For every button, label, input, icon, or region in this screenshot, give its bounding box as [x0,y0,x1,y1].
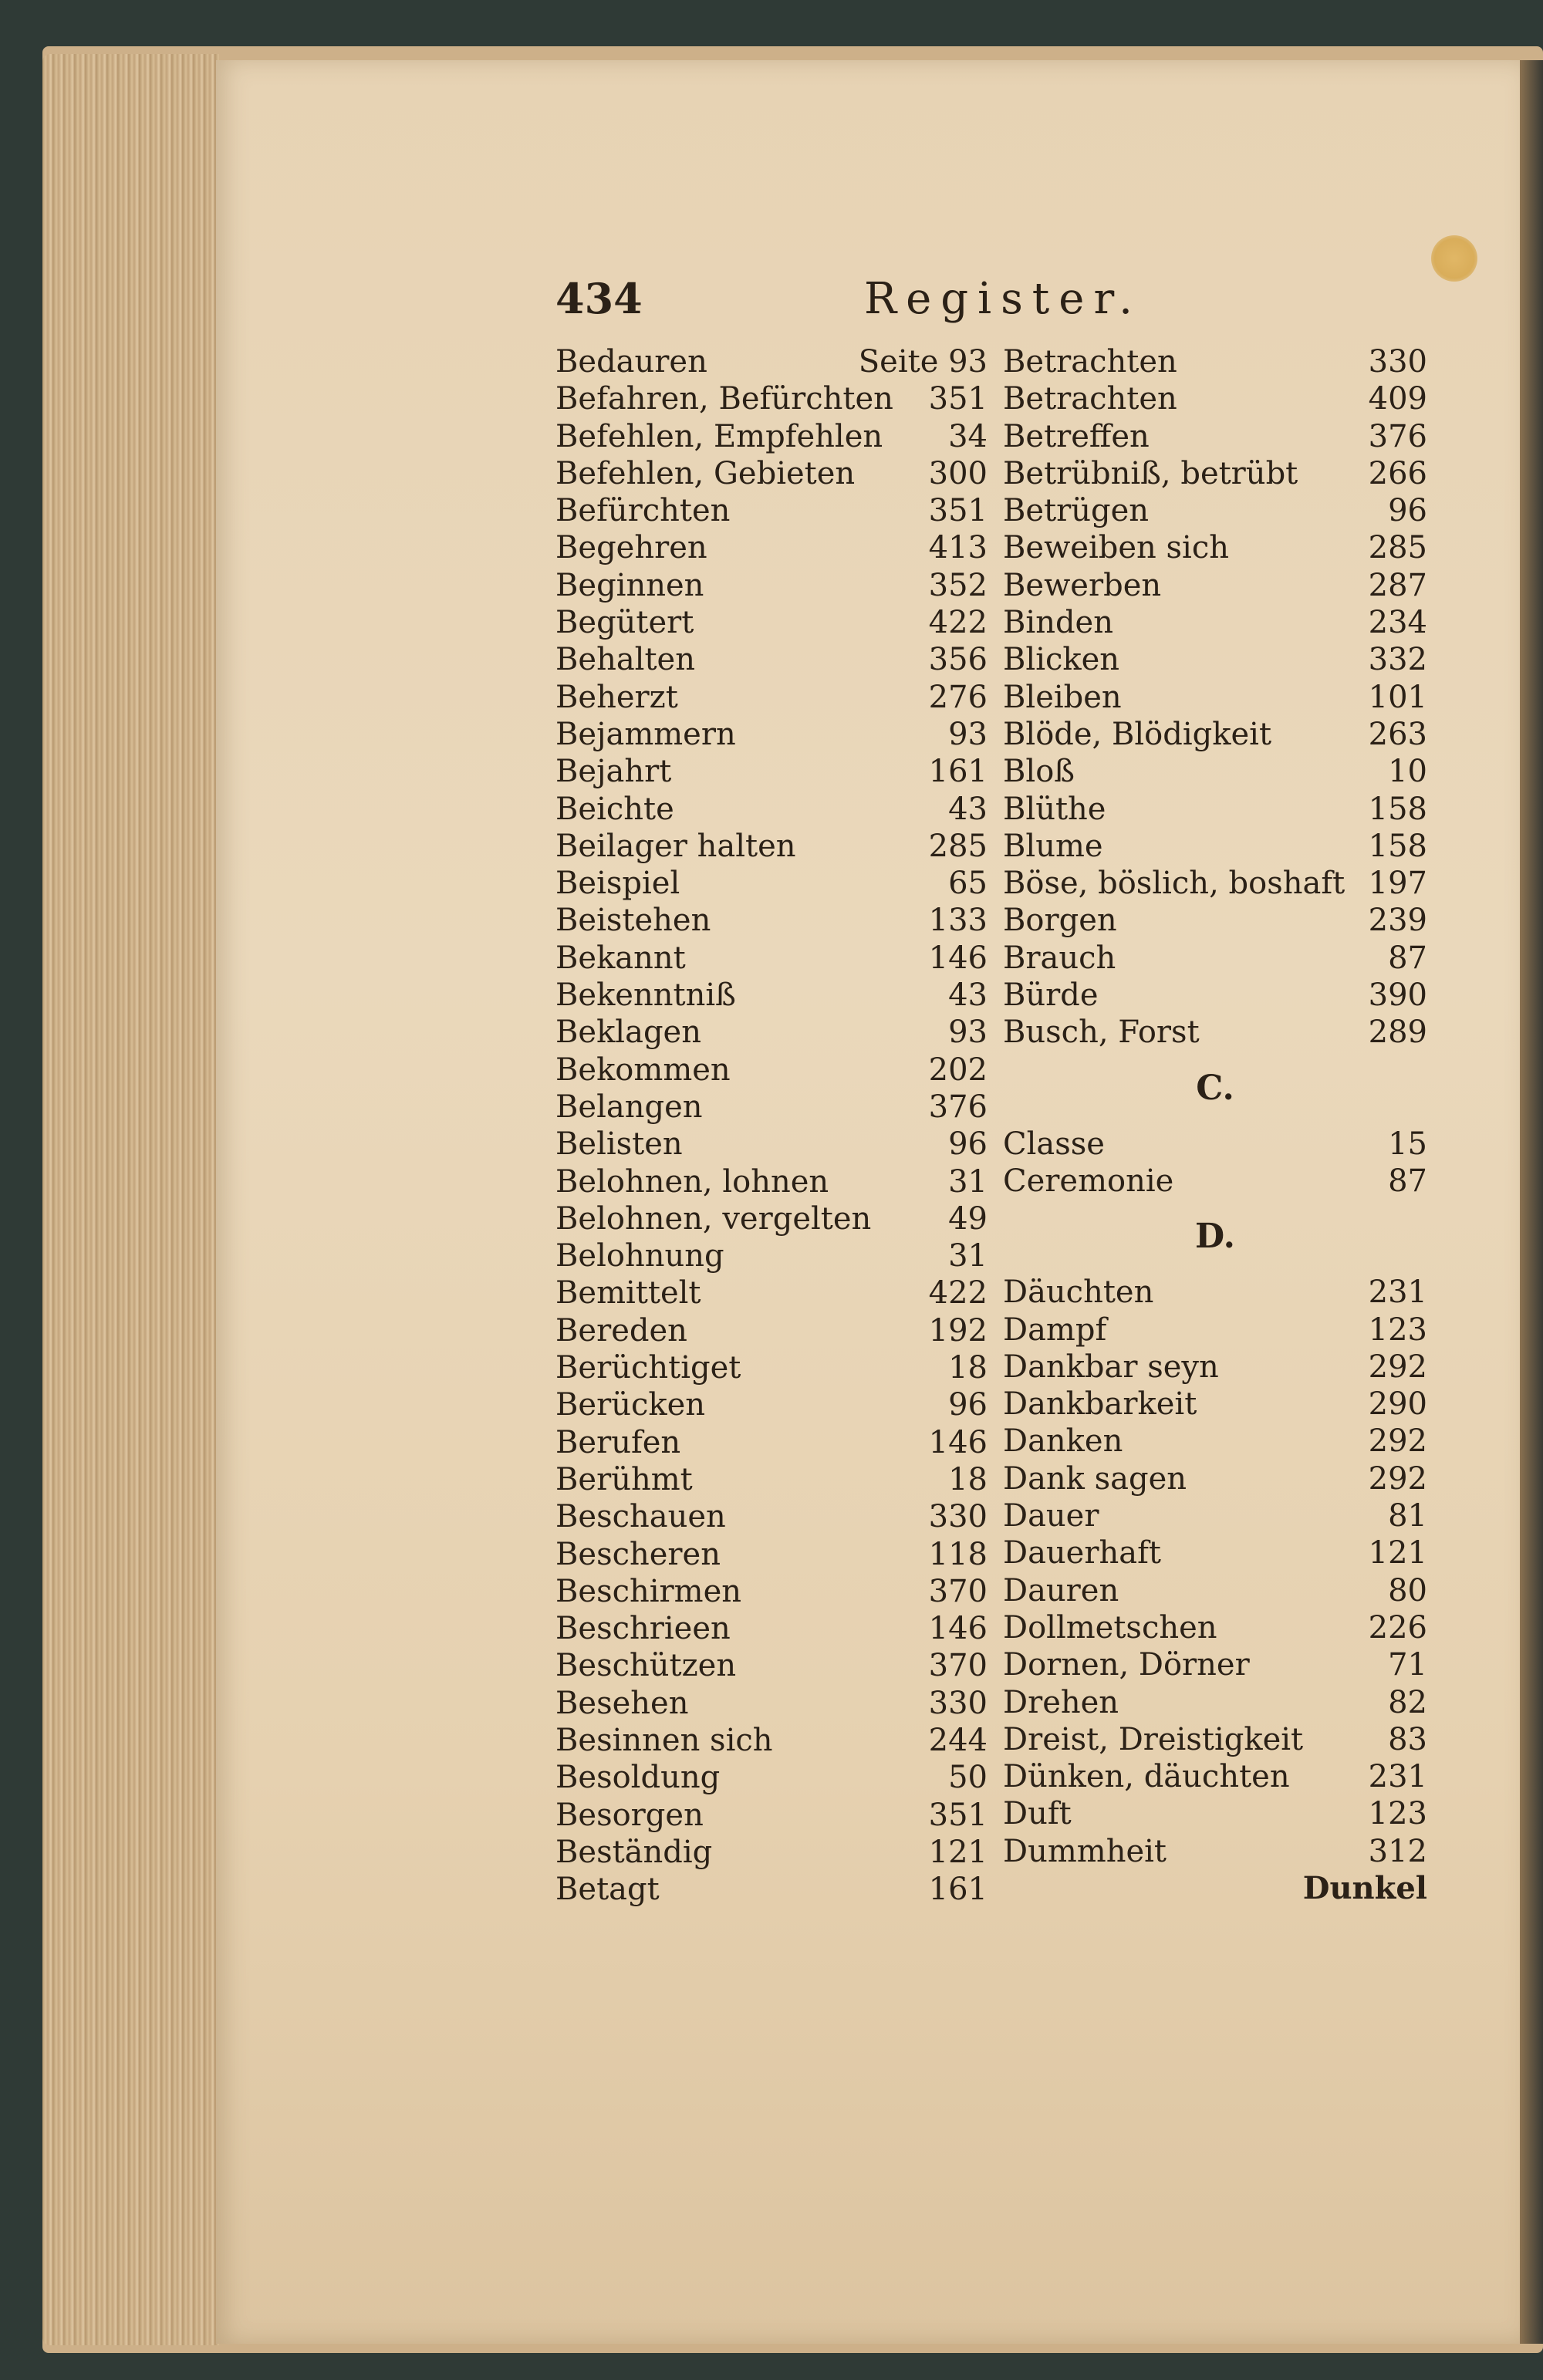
index-entry [1003,1460,1427,1497]
index-entry [1003,1646,1427,1683]
entry-term: Dampf [1003,1312,1107,1348]
entry-page-ref: 31 [948,1238,988,1274]
index-entry [1003,343,1427,380]
entry-page-ref: 96 [948,1387,988,1423]
entry-term: Duft [1003,1796,1072,1832]
index-entry [1003,1497,1427,1534]
index-entry [1003,604,1427,641]
index-entry [555,455,988,492]
index-entry [555,1237,988,1274]
entry-page-ref: 234 [1368,605,1427,641]
entry-term: Borgen [1003,903,1117,939]
index-entry [555,1200,988,1237]
b-entries [1003,343,1427,1052]
entry-page-ref: 376 [928,1089,988,1125]
index-entry [555,1536,988,1573]
index-entry [555,1647,988,1684]
entry-term: Beschirmen [555,1573,742,1609]
entry-page-ref: 422 [928,1275,988,1312]
index-entry [1003,1126,1427,1163]
entry-page-ref: 356 [928,642,988,678]
entry-term: Blicken [1003,642,1120,678]
index-entry [555,1461,988,1498]
entry-term: Bekenntniß [555,977,736,1014]
entry-page-ref: 312 [1368,1833,1427,1869]
entry-page-ref: 370 [928,1648,988,1684]
entry-page-ref: 413 [928,530,988,566]
entry-term: Besoldung [555,1760,721,1796]
entry-term: Dreist, Dreistigkeit [1003,1721,1304,1757]
index-entry [555,977,988,1014]
entry-term: Befehlen, Empfehlen [555,418,883,454]
entry-page-ref: 292 [1368,1423,1427,1460]
index-entry [1003,1572,1427,1609]
entry-page-ref: 31 [948,1163,988,1200]
entry-page-ref: 146 [928,1611,988,1647]
index-entry [555,940,988,977]
entry-term: Dank sagen [1003,1460,1187,1497]
entry-page-ref: 50 [948,1760,988,1796]
entry-page-ref: 118 [928,1536,988,1572]
entry-term: Beginnen [555,567,704,603]
entry-page-ref: 285 [1368,530,1427,566]
entry-term: Beschrieen [555,1611,731,1647]
entry-term: Beschauen [555,1499,726,1535]
index-entry [555,418,988,455]
entry-page-ref: 82 [1388,1684,1427,1720]
index-entry [1003,1684,1427,1721]
entry-term: Dankbarkeit [1003,1386,1197,1423]
entry-page-ref: 231 [1368,1759,1427,1795]
entry-term: Blöde, Blödigkeit [1003,716,1272,752]
entry-page-ref: 352 [928,567,988,603]
entry-page-ref: 351 [928,1797,988,1833]
index-entry [1003,492,1427,529]
entry-term: Dauer [1003,1498,1099,1534]
index-entry [1003,1758,1427,1795]
entry-page-ref: 83 [1388,1721,1427,1757]
index-entry [1003,1423,1427,1460]
index-entry [555,380,988,417]
entry-page-ref: 146 [928,940,988,976]
section-heading-d: D. [1195,1217,1235,1257]
entry-page-ref: 87 [1388,940,1427,976]
entry-term: Dornen, Dörner [1003,1647,1250,1683]
entry-term: Dummheit [1003,1833,1167,1869]
entry-page-ref: 422 [928,605,988,641]
entry-page-ref: 376 [1368,418,1427,454]
index-entry [555,1126,988,1163]
index-entry [555,1386,988,1423]
entry-page-ref: 43 [948,791,988,827]
right-index-column [1003,343,1427,1907]
page-number: 434 [555,274,643,323]
entry-page-ref: 158 [1368,828,1427,864]
entry-page-ref: 10 [1388,754,1427,790]
entry-page-ref: Seite 93 [858,344,988,380]
entry-page-ref: 330 [1368,344,1427,380]
index-entry [555,529,988,566]
index-entry [1003,1609,1427,1646]
paper-stain [1431,235,1477,282]
entry-page-ref: 18 [948,1461,988,1497]
index-entry [1003,1014,1427,1051]
index-entry [1003,679,1427,716]
entry-page-ref: 15 [1388,1126,1427,1162]
index-entry [555,828,988,865]
index-entry [555,1834,988,1871]
entry-page-ref: 87 [1388,1163,1427,1199]
entry-page-ref: 332 [1368,642,1427,678]
entry-term: Beständig [555,1834,713,1870]
entry-page-ref: 300 [928,455,988,491]
entry-term: Betreffen [1003,418,1150,454]
entry-page-ref: 351 [928,381,988,417]
entry-page-ref: 239 [1368,903,1427,939]
page-edges [42,54,220,2345]
entry-page-ref: 390 [1368,977,1427,1014]
entry-page-ref: 287 [1368,567,1427,603]
index-entry [555,343,988,380]
index-entry [1003,455,1427,492]
entry-term: Bescheren [555,1536,721,1572]
index-entry [1003,1163,1427,1200]
entry-term: Betagt [555,1872,660,1908]
entry-term: Betrübniß, betrübt [1003,455,1298,491]
entry-page-ref: 285 [928,828,988,864]
entry-term: Danken [1003,1423,1123,1460]
catchword: Dunkel [1302,1869,1427,1906]
entry-term: Dankbar seyn [1003,1349,1219,1385]
entry-term: Dauerhaft [1003,1535,1161,1571]
index-entry [1003,1274,1427,1311]
entry-term: Beherzt [555,679,678,715]
entry-term: Beilager halten [555,828,796,864]
entry-term: Dünken, däuchten [1003,1759,1290,1795]
index-entry [555,865,988,902]
entry-term: Bürde [1003,977,1099,1014]
entry-term: Besinnen sich [555,1722,773,1758]
entry-page-ref: 80 [1388,1572,1427,1609]
entry-page-ref: 93 [948,1014,988,1051]
entry-page-ref: 81 [1388,1498,1427,1534]
entry-page-ref: 263 [1368,716,1427,752]
entry-term: Bleiben [1003,679,1122,715]
index-entry [555,1797,988,1834]
entry-page-ref: 161 [928,1872,988,1908]
index-entry [555,1573,988,1610]
entry-page-ref: 330 [928,1685,988,1721]
index-entry [555,1871,988,1908]
index-entry [555,1498,988,1535]
entry-page-ref: 409 [1368,381,1427,417]
entry-page-ref: 226 [1368,1609,1427,1646]
index-entry [555,1349,988,1386]
entry-term: Belohnung [555,1238,724,1274]
index-entry [555,753,988,790]
entry-page-ref: 133 [928,903,988,939]
entry-page-ref: 121 [1368,1535,1427,1571]
index-entry [1003,1349,1427,1386]
entry-term: Befahren, Befürchten [555,381,893,417]
c-entries [1003,1126,1427,1200]
d-entries [1003,1274,1427,1870]
entry-term: Berüchtiget [555,1350,741,1386]
entry-page-ref: 161 [928,754,988,790]
entry-term: Behalten [555,642,695,678]
index-entry [1003,865,1427,902]
entry-term: Bejammern [555,716,736,752]
index-entry [1003,1721,1427,1758]
index-entry [1003,529,1427,566]
index-entry [1003,753,1427,790]
index-entry [1003,1534,1427,1571]
entry-page-ref: 49 [948,1200,988,1237]
index-entry [1003,828,1427,865]
entry-term: Belangen [555,1089,703,1125]
entry-term: Binden [1003,605,1113,641]
entry-page-ref: 121 [928,1834,988,1870]
entry-page-ref: 276 [928,679,988,715]
entry-term: Böse, böslich, boshaft [1003,866,1345,902]
index-entry [555,679,988,716]
entry-term: Beschützen [555,1648,737,1684]
entry-page-ref: 370 [928,1573,988,1609]
index-entry [555,716,988,753]
entry-term: Besorgen [555,1797,704,1833]
index-entry [1003,716,1427,753]
entry-term: Berufen [555,1424,681,1460]
entry-page-ref: 101 [1368,679,1427,715]
index-entry [1003,902,1427,939]
entry-page-ref: 146 [928,1424,988,1460]
entry-term: Betrachten [1003,344,1177,380]
section-heading-c: C. [1196,1068,1234,1108]
entry-term: Brauch [1003,940,1116,976]
entry-page-ref: 123 [1368,1312,1427,1348]
entry-page-ref: 202 [928,1052,988,1088]
entry-term: Beistehen [555,903,711,939]
index-entry [1003,641,1427,678]
index-entry [1003,418,1427,455]
entry-page-ref: 65 [948,866,988,902]
index-entry [555,791,988,828]
running-head: Register. [864,274,1142,324]
entry-term: Beweiben sich [1003,530,1230,566]
entry-term: Beichte [555,791,674,827]
entry-term: Berücken [555,1387,706,1423]
entry-term: Blume [1003,828,1103,864]
entry-page-ref: 123 [1368,1796,1427,1832]
index-entry [555,1685,988,1722]
entry-page-ref: 289 [1368,1014,1427,1051]
entry-term: Belohnen, vergelten [555,1200,872,1237]
index-entry [555,1052,988,1089]
entry-term: Bloß [1003,754,1075,790]
entry-term: Busch, Forst [1003,1014,1200,1051]
entry-term: Beispiel [555,866,680,902]
entry-page-ref: 192 [928,1312,988,1349]
index-entry [1003,1833,1427,1870]
entry-term: Ceremonie [1003,1163,1174,1199]
entry-term: Blüthe [1003,791,1106,827]
entry-page-ref: 290 [1368,1386,1427,1423]
entry-page-ref: 93 [948,716,988,752]
index-entry [555,1089,988,1126]
entry-page-ref: 292 [1368,1460,1427,1497]
entry-term: Bereden [555,1312,687,1349]
index-entry [555,641,988,678]
index-entry [1003,1795,1427,1832]
entry-page-ref: 96 [948,1126,988,1163]
entry-page-ref: 71 [1388,1647,1427,1683]
index-entry [1003,977,1427,1014]
entry-page-ref: 330 [928,1499,988,1535]
entry-term: Dollmetschen [1003,1609,1217,1646]
entry-term: Betrügen [1003,493,1150,529]
entry-page-ref: 244 [928,1722,988,1758]
entry-term: Drehen [1003,1684,1119,1720]
entry-term: Betrachten [1003,381,1177,417]
entry-term: Begütert [555,605,694,641]
entry-term: Berühmt [555,1461,693,1497]
index-entry [555,1312,988,1349]
entry-term: Befehlen, Gebieten [555,455,856,491]
index-entry [555,1610,988,1647]
entry-term: Dauren [1003,1572,1119,1609]
entry-page-ref: 266 [1368,455,1427,491]
entry-page-ref: 18 [948,1350,988,1386]
entry-term: Classe [1003,1126,1105,1162]
page-header [555,274,1412,343]
entry-page-ref: 43 [948,977,988,1014]
entry-page-ref: 34 [948,418,988,454]
index-entry [1003,940,1427,977]
entry-term: Bemittelt [555,1275,701,1312]
index-entry [1003,1312,1427,1349]
entry-term: Bekannt [555,940,686,976]
index-entry [1003,380,1427,417]
index-entry [555,902,988,939]
index-entry [1003,567,1427,604]
index-entry [555,1014,988,1051]
entry-term: Begehren [555,530,707,566]
index-entry [555,1759,988,1796]
index-entry [1003,791,1427,828]
entry-page-ref: 96 [1388,493,1427,529]
entry-page-ref: 292 [1368,1349,1427,1385]
index-entry [555,604,988,641]
entry-term: Bejahrt [555,754,672,790]
index-entry [555,1424,988,1461]
index-entry [555,1274,988,1312]
entry-page-ref: 158 [1368,791,1427,827]
entry-term: Bewerben [1003,567,1162,603]
entry-term: Bekommen [555,1052,731,1088]
index-entry [555,567,988,604]
entry-term: Befürchten [555,493,731,529]
entry-term: Belohnen, lohnen [555,1163,829,1200]
index-entry [555,492,988,529]
index-entry [555,1722,988,1759]
entry-term: Besehen [555,1685,689,1721]
book-gutter [1520,60,1543,2344]
entry-page-ref: 351 [928,493,988,529]
entry-page-ref: 231 [1368,1274,1427,1311]
left-index-column [555,343,988,1908]
entry-term: Bedauren [555,344,707,380]
entry-term: Däuchten [1003,1274,1154,1311]
index-entry [1003,1386,1427,1423]
entry-term: Belisten [555,1126,683,1163]
entry-page-ref: 197 [1368,866,1427,902]
entry-term: Beklagen [555,1014,701,1051]
index-entry [555,1163,988,1200]
